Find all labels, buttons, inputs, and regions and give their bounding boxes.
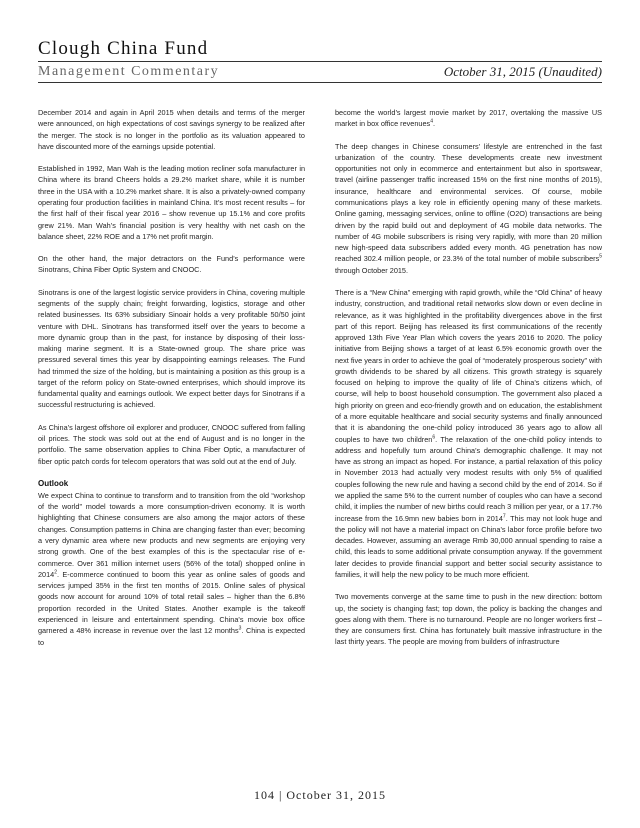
footnote-ref[interactable]: 2 [54,569,58,576]
text-run: There is a “New China” emerging with rapid growth, while the “Old China” of heavy industry, construction, and traditional retail networks slow down or even decline in relevance, as it was highlighted in the profitability divergences above in the first part of this report. Beijing has released its first communications of the recently approved 13th Five Year Plan which covers the years 2016 to 2020. The policy initiative from Beijing shows a target of at least 6.5% economic growth over the next five years in order to achieve the goal of “moderately prosperous society” with growth dividends to be shared by all citizens. This growth strategy is squarely focused on helping to improve the quality of life of China’s citizens which, of course, will help to boost household consumption. The government also placed a high priority on green and eco-friendly growth and on education, the establishment of a more equitable healthcare and social security systems and finally announced that it is abandoning the one-child policy introduced 36 years ago to allow all couples to have two children [335,287,602,444]
fund-name: Clough China Fund [38,38,209,59]
text-run: . The relaxation of the one-child policy intends to address and hopefully turn around China’s demographic challenge. It may not have as strong an impact as hoped. For instance, a partial relaxation of this policy in November 2013 had actually very modest results with only 5% of qualified couples following the new rule and having a second child by the end of 2014. So if we applied the same 5% to the current number of couples who can have a second child, it implies the number of new births could reach 3 million per year, or a 17.7% increase from the 16.9mn new babies born in 2014 [335,434,602,523]
footnote-ref[interactable]: 4 [430,118,433,125]
text-run: The deep changes in Chinese consumers’ lifestyle are entrenched in the fast urbanization of the country. These developments create new investment opportunities not only in ecommerce and entertainment but also in sportswear, travel (airline passenger traffic increased 15% on the first nine months of 2015), insurance, healthcare and environmental services. Of course, mobile communications plays a key role in efficiently opening many of these markets. Online gaming, messaging services, online to offline (O2O) transactions are being driven by the rapid build out and deployment of 4G mobile data networks. The number of 4G mobile subscribers is rising very rapidly, with more than 20 million new high-speed data subscribers added every month. 4G penetration has now reached 302.4 million people, or 23.3% of the total number of mobile subscribers [335,141,602,264]
paragraph: As China’s largest offshore oil explorer and producer, CNOOC suffered from falling oil prices. The stock was sold out at the end of August and is no longer in the portfolio. The same observation applies to China Fiber Optic, a manufacturer of fiber optic patch cords for telecom operators that was sold out at the end of July. [38,422,305,466]
text-run: . This may not look huge and the policy will not have a material impact on China’s labor force profile before two decades. However, assuming an average Rmb 30,000 annual spending to raise a child, this leads to some additional private consumption anyway. If the government later decides to provide financial support and better social security assistance to families, it will help the new policy to be much more efficient. [335,513,602,579]
footnote-ref[interactable]: 7 [502,513,506,520]
paragraph [38,490,305,648]
footnote-ref[interactable]: 3 [238,625,242,632]
page-footer [0,788,640,803]
text-run: . [432,119,435,129]
paragraph: Two movements converge at the same time to push in the new direction: bottom up, the society is changing fast; top down, the policy is backing the changes and goes along with them. There is no turnaround. People are no longer workers first – they are consumers first. China has fortunately built massive infrastructure in the last thirty years. The people are moving from builders of infrastructure [335,592,602,647]
report-date: October 31, 2015 (Unaudited) [443,64,602,79]
right-column [335,107,602,648]
text-run: . China is expected to [38,626,305,647]
footer-separator: | [278,788,283,802]
paragraph: On the other hand, the major detractors on the Fund’s performance were Sinotrans, China Fiber Optic System and CNOOC. [38,254,305,275]
footnote-ref[interactable]: 6 [432,434,436,441]
paragraph [335,107,602,130]
header-rule-bottom [38,82,602,83]
paragraph: Sinotrans is one of the largest logistic service providers in China, covering multiple segments of the supply chain; freight forwarding, logistics, storage and other related businesses. Its 63% subsidiary Sinoair holds a very profitable 50/50 joint venture with DHL. Sinotrans has transformed itself over the years to become a more dynamic group than in the past, for instance by disposing of their loss-making marine segment. It is a State-owned group. The share price was pressured several times this year by disappointing earnings releases. The Fund had trimmed the size of the holding, but is maintaining a position as this group is a target of the reform policy on State-owned enterprises, which should improve its fundamental quality and earnings outlook. We expect better days for Sinotrans if a successful restructuring is achieved. [38,287,305,410]
paragraph: December 2014 and again in April 2015 when details and terms of the merger were announced, on high expectations of cost savings synergy to be realized after the merger. The stock is no longer in the portfolio as its valuation appeared to have discounted more of the earnings upside potential. [38,108,305,151]
page-number: 104 [253,788,275,802]
paragraph [335,141,602,276]
footnote-ref[interactable]: 5 [599,253,602,260]
text-run: We expect China to continue to transform and to transition from the old “workshop of the world” model towards a more consumption-driven economy. It is worth highlighting that Chinese consumers are also among the major actors of these changes. Consumption patterns in China are changing faster than ever; becoming a very dynamic area where new products and new segments are enjoying very strong growth. One of the best examples of this is the spectacular rise of e-commerce. Over 361 million internet users (56% of the total) shopped online in 2014 [38,490,305,579]
paragraph [335,287,602,580]
footer-date: October 31, 2015 [286,788,387,802]
text-run: . E-commerce continued to boom this year as online sales of goods and services jumped 35% in the first ten months of 2015. Online sales of physical goods now account for around 10% of total retail sales – higher than the 6.8% proportion recorded in the United States. Another example is the takeoff experienced in leisure and entertainment spending. China's movie box office garnered a 48% increase in revenue over the last 12 months [38,569,305,636]
header-rule-top [38,61,602,62]
section-title: Management Commentary [38,64,220,79]
left-column [38,107,305,648]
outlook-heading: Outlook [38,478,69,488]
text-run: become the world’s largest movie market by 2017, overtaking the massive US market in box office revenues [335,108,602,129]
text-run: through October 2015. [335,265,409,275]
paragraph: Established in 1992, Man Wah is the leading motion recliner sofa manufacturer in China where its brand Cheers holds a 29.2% market share, while it is number three in the USA with a 10.2% market share. It is also a privately-owned company operating four production facilities in mainland China. It’s most recent results – for the first half of their fiscal year 2016 – show revenue up 15.1% and core profits grew 21%. Man Wah’s financial position is very healthy with net cash on the balance sheet, 22% ROE and a 17% net profit margin. [38,164,305,241]
